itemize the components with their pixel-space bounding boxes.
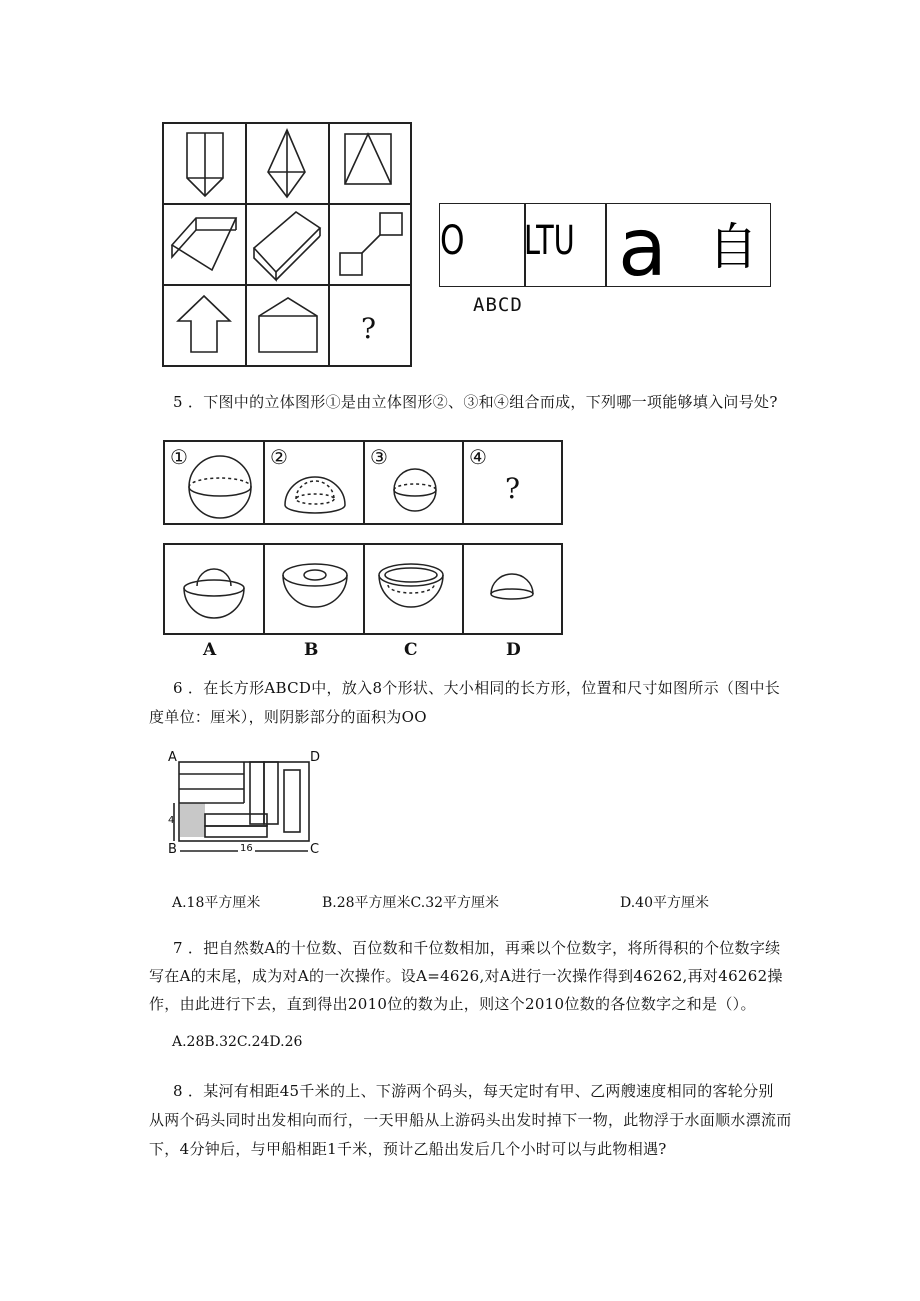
- q8-line-1: 8 ．某河有相距45千米的上、下游两个码头，每天定时有甲、乙两艘速度相同的客轮分别: [173, 1082, 774, 1100]
- q5-text: 5 ．下图中的立体图形①是由立体图形②、③和④组合而成，下列哪一项能够填入问号处?: [173, 393, 778, 411]
- q5-option-c: C: [404, 640, 418, 660]
- q7-line-2: 写在A的末尾，成为对A的一次操作。设A=4626,对A进行一次操作得到46262,再对46262操: [149, 967, 783, 985]
- q7-options: A.28B.32C.24D.26: [172, 1034, 303, 1050]
- q4-seq-item-2: LTU: [524, 218, 575, 264]
- q4-seq-item-1: O: [440, 218, 465, 264]
- q5-option-b: B: [304, 640, 319, 660]
- q6-corner-a: A: [168, 750, 177, 765]
- q6-dim-width: 16: [240, 843, 253, 854]
- q4-seq-item-4: 自: [708, 218, 758, 276]
- q5-question-mark: ?: [505, 472, 521, 505]
- q4-seq-item-3: a: [618, 208, 668, 286]
- q7-line-3: 作，由此进行下去，直到得出2010位的数为止，则这个2010位数的各位数字之和是（）。: [149, 995, 756, 1013]
- q6-corner-c: C: [310, 842, 320, 857]
- q5-label-3: ③: [370, 445, 388, 469]
- q5-label-4: ④: [469, 445, 487, 469]
- q6-line-2: 度单位：厘米），则阴影部分的面积为OO: [149, 708, 427, 726]
- q7-line-1: 7 ．把自然数A的十位数、百位数和千位数相加，再乘以个位数字，将所得积的个位数字续: [173, 939, 781, 957]
- q6-corner-d: D: [310, 750, 321, 765]
- q5-option-a: A: [203, 640, 217, 660]
- q6-option-bc: B.28平方厘米C.32平方厘米: [322, 895, 500, 911]
- q4-grid-question-mark: ?: [361, 312, 377, 345]
- q5-label-2: ②: [270, 445, 288, 469]
- q6-line-1: 6 ．在长方形ABCD中，放入8个形状、大小相同的长方形，位置和尺寸如图所示（图中长: [173, 679, 781, 697]
- q6-dim-height: 4: [168, 815, 175, 826]
- q8-line-3: 下，4分钟后，与甲船相距1千米，预计乙船出发后几个小时可以与此物相遇?: [149, 1140, 667, 1158]
- q6-option-a: A.18平方厘米: [172, 895, 261, 911]
- q6-option-d: D.40平方厘米: [620, 895, 709, 911]
- q8-line-2: 从两个码头同时出发相向而行，一天甲船从上游码头出发时掉下一物，此物浮于水面顺水漂流而: [149, 1111, 792, 1129]
- q6-corner-b: B: [168, 842, 177, 857]
- q5-option-d: D: [506, 640, 521, 660]
- q4-options-label: ABCD: [473, 294, 523, 316]
- q5-label-1: ①: [170, 445, 188, 469]
